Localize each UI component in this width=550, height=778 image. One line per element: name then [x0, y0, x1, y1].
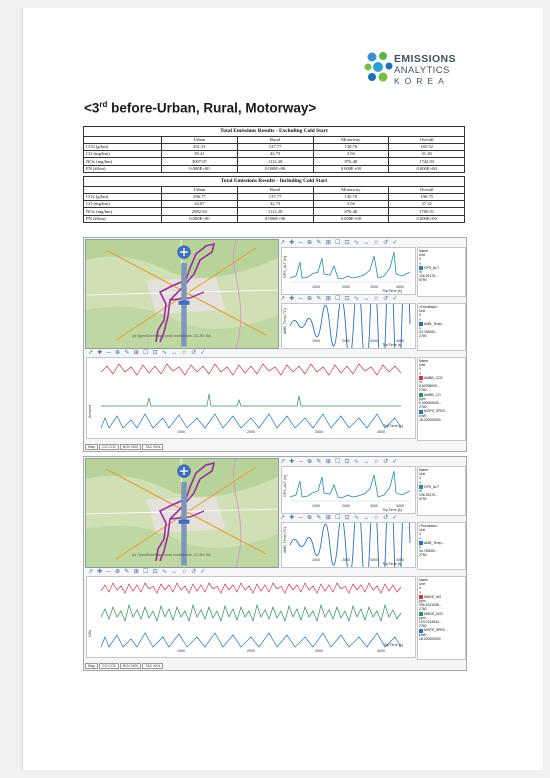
table-cell: 0.000E+00 — [237, 215, 313, 222]
legend-line: Unit — [419, 363, 426, 368]
row-label: CO2 (g/km) — [84, 143, 162, 150]
row-label: NOx (mg/km) — [84, 158, 162, 165]
row-label: PN (#/km) — [84, 215, 162, 222]
legend-line: Unit — [419, 582, 426, 587]
sheet-tabs — [85, 444, 164, 450]
legend-line: NMGS_NO — [424, 594, 442, 599]
table-cell: 42.73 — [237, 201, 313, 208]
tab-tac-nox[interactable]: TAC NOx — [142, 663, 163, 669]
table-title: Total Emissions Results - Including Cold Start — [84, 177, 465, 187]
legend-line: 2760 — [419, 607, 427, 612]
plot-toolbar[interactable]: ↗ ✚ ─ ⊕ ✎ ⊞ ☐ ⊡ ∿ ↔ ☆ ↺ ✓ — [88, 350, 207, 356]
x-axis-label: TripTime [s] — [382, 508, 402, 512]
legend-line: ppm — [419, 615, 426, 620]
table-cell: 165.52 — [389, 143, 465, 150]
table-cell: 130.70 — [313, 143, 389, 150]
legend-line: C — [419, 326, 422, 331]
x-tick: 2000 — [247, 430, 255, 434]
table-cell: 34.07 — [162, 201, 238, 208]
nox-legend — [417, 576, 466, 660]
table-cell: 137.77 — [237, 143, 313, 150]
column-header: Rural — [237, 136, 313, 143]
legend-line: 106.25175... — [419, 274, 438, 279]
legend-line: 2760 — [419, 624, 427, 629]
column-header: Urban — [162, 186, 238, 193]
legend-line: Unit — [419, 309, 426, 314]
table-cell: 196.75 — [389, 193, 465, 200]
tab-map[interactable]: Map — [85, 663, 98, 669]
x-axis-label: TripTime [s] — [383, 643, 403, 647]
legend-line: Y — [419, 261, 422, 266]
column-header: Overall — [389, 136, 465, 143]
legend-line: X — [419, 313, 422, 318]
table-cell: 876.48 — [313, 158, 389, 165]
x-tick: 2000 — [342, 285, 350, 289]
column-header: Motorway — [313, 136, 389, 143]
table-cell: 0.000E+00 — [162, 165, 238, 172]
heading-superscript: rd — [99, 100, 108, 109]
table-cell: 1112.28 — [237, 208, 313, 215]
x-tick: 2000 — [247, 649, 255, 653]
legend-line: AMBB_CO — [424, 392, 441, 397]
table-row — [84, 208, 465, 215]
x-axis-label: TripTime [s] — [382, 289, 402, 293]
legend-line: Y — [419, 590, 422, 595]
emissions-plot — [86, 357, 416, 439]
row-label: NOx (mg/km) — [84, 208, 162, 215]
legend-line: 18.220000000 — [419, 417, 441, 422]
table-cell: 137.77 — [237, 193, 313, 200]
x-tick: 4000 — [377, 430, 385, 434]
plot-toolbar[interactable]: ↗ ✚ ─ ⊕ ✎ ⊞ ☐ ⊡ ∿ ↔ ☆ ↺ ✓ — [280, 296, 399, 302]
temperature-legend — [417, 522, 466, 570]
table-cell: 0.000E+00 — [162, 215, 238, 222]
analysis-screenshot-2 — [83, 456, 467, 671]
legend-line: X — [419, 476, 422, 481]
x-tick: 1000 — [177, 649, 185, 653]
x-tick: 4000 — [396, 339, 404, 343]
table-cell: 130.70 — [313, 193, 389, 200]
x-tick: 3000 — [370, 339, 378, 343]
y-axis-label: AMB_Temp [°C] — [283, 308, 287, 334]
x-tick: 3000 — [370, 558, 378, 562]
table-row — [84, 193, 465, 200]
table-cell: 261.51 — [162, 143, 238, 150]
emissions-traces — [87, 358, 415, 438]
legend-line: m — [419, 270, 422, 275]
tab-map[interactable]: Map — [85, 444, 98, 450]
column-header: Motorway — [313, 186, 389, 193]
plot-toolbar[interactable]: ↗ ✚ ─ ⊕ ✎ ⊞ ☐ ⊡ ∿ ↔ ☆ ↺ ✓ — [280, 515, 399, 521]
table-cell: 0.000E+00 — [389, 165, 465, 172]
y-axis-label: GPS_ALT [m] — [283, 475, 287, 497]
nox-traces — [87, 577, 415, 657]
legend-line: 2760 — [419, 388, 427, 393]
logo-line-1: EMISSIONS — [394, 53, 456, 65]
legend-line: 2760 — [419, 553, 427, 558]
table-cell: 37.32 — [389, 201, 465, 208]
x-tick: 1000 — [312, 504, 320, 508]
legend-line: Name — [419, 249, 429, 253]
y-axis-label: NOx — [88, 629, 92, 637]
plot-toolbar[interactable]: ↗ ✚ ─ ⊕ ✎ ⊞ ☐ ⊡ ∿ ↔ ☆ ↺ ✓ — [280, 459, 399, 465]
emissions-table-excluding — [83, 126, 465, 173]
table-cell: 876.48 — [313, 208, 389, 215]
heading-prefix: <3 — [84, 100, 100, 116]
table-cell: 3.56 — [313, 201, 389, 208]
table-cell: 1112.28 — [237, 158, 313, 165]
x-tick: 2000 — [342, 558, 350, 562]
x-tick: 4000 — [377, 649, 385, 653]
legend-line: % — [419, 380, 423, 385]
table-row — [84, 165, 465, 172]
table-cell: 31.30 — [389, 151, 465, 158]
x-tick: 4000 — [396, 504, 404, 508]
x-tick: 2000 — [342, 504, 350, 508]
table-cell: 0.000E+00 — [313, 165, 389, 172]
legend-line: AMBB_CO2 — [424, 375, 443, 380]
table-row — [84, 143, 465, 150]
legend-line: AMB_Temp... — [424, 321, 445, 326]
x-axis-label: TripTime [s] — [382, 562, 402, 566]
y-axis-label: Ambient — [88, 404, 92, 418]
legend-line: NMGS_NO2 — [424, 611, 444, 616]
x-tick: 3000 — [315, 649, 323, 653]
plot-toolbar[interactable]: ↗ ✚ ─ ⊕ ✎ ⊞ ☐ ⊡ ∿ ↔ ☆ ↺ ✓ — [88, 569, 207, 575]
emissions-table-including — [83, 176, 465, 223]
legend-line: X — [419, 532, 422, 537]
route-map[interactable] — [85, 239, 279, 349]
plot-toolbar[interactable]: ↗ ✚ ─ ⊕ ✎ ⊞ ☐ ⊡ ∿ ↔ ☆ ↺ ✓ — [280, 240, 399, 246]
table-row — [84, 158, 465, 165]
legend-line: ppm — [419, 396, 426, 401]
route-map[interactable] — [85, 458, 279, 568]
legend-line: Y — [419, 536, 422, 541]
row-label: CO2 (g/km) — [84, 193, 162, 200]
legend-line: Name — [419, 578, 429, 582]
legend-line: GPS_ALT — [424, 265, 440, 270]
table-cell: 1700.01 — [389, 208, 465, 215]
legend-line: Y — [419, 371, 422, 376]
emissions-legend — [417, 357, 466, 441]
tab-nox-no2[interactable]: NOx NO2 — [120, 444, 142, 450]
table-cell: 3.56 — [313, 151, 389, 158]
x-tick: 3000 — [370, 285, 378, 289]
table-cell: 3007.07 — [162, 158, 238, 165]
x-tick: 2000 — [342, 339, 350, 343]
legend-line: MGPS_SPEE... — [424, 628, 448, 633]
legend-line: Name — [419, 359, 429, 363]
x-tick: 4000 — [396, 285, 404, 289]
temperature-legend — [417, 303, 466, 351]
series-swatch — [419, 629, 423, 633]
table-cell: 296.77 — [162, 193, 238, 200]
altitude-legend — [417, 466, 466, 516]
legend-line: Unit — [419, 528, 426, 533]
tab-tac-nox[interactable]: TAC NOx — [142, 444, 163, 450]
legend-line: Name — [419, 468, 429, 472]
legend-line: 0.000000000... — [419, 401, 442, 406]
legend-line: X — [419, 367, 422, 372]
table-cell: 1742.03 — [389, 158, 465, 165]
column-header: Urban — [162, 136, 238, 143]
table-row — [84, 201, 465, 208]
temperature-plot — [281, 303, 416, 349]
legend-line: Y — [419, 317, 422, 322]
table-cell: 0.000E+00 — [313, 215, 389, 222]
legend-line: <Feedback> — [419, 524, 438, 528]
legend-line: AMB_Temp... — [424, 540, 445, 545]
table-cell: 39.41 — [162, 151, 238, 158]
legend-line: 34.783000... — [419, 330, 438, 335]
sheet-tabs — [85, 663, 164, 669]
analysis-screenshot-1 — [83, 237, 467, 452]
column-header: Rural — [237, 186, 313, 193]
table-row — [84, 151, 465, 158]
y-axis-label: AMB_Temp [°C] — [283, 527, 287, 553]
legend-line: C — [419, 545, 422, 550]
legend-line: 2760 — [419, 334, 427, 339]
x-tick: 1000 — [177, 430, 185, 434]
temperature-plot — [281, 522, 416, 568]
nox-plot — [86, 576, 416, 658]
logo-line-2: ANALYTICS — [394, 65, 450, 76]
legend-line: 8.62298009... — [419, 384, 440, 389]
legend-line: 106.25175... — [419, 493, 438, 498]
legend-line: X — [419, 257, 422, 262]
column-header: Overall — [389, 186, 465, 193]
legend-line: 306.4231938... — [419, 603, 442, 608]
tab-nox-no2[interactable]: NOx NO2 — [120, 663, 142, 669]
legend-line: X — [419, 586, 422, 591]
legend-line: Unit — [419, 253, 426, 258]
map-copyright: (c) OpenStreetMap (and) contributors, CC-BY-SA — [132, 334, 211, 338]
table-cell: 0.000E+00 — [389, 215, 465, 222]
x-tick: 4000 — [396, 558, 404, 562]
x-axis-label: TripTime [s] — [382, 343, 402, 347]
logo-line-3: KOREA — [394, 76, 449, 86]
legend-line: <Feedback> — [419, 305, 438, 309]
row-label: CO (mg/km) — [84, 201, 162, 208]
table-cell: 2882.94 — [162, 208, 238, 215]
tab-co-co2[interactable]: CO CO2 — [99, 663, 119, 669]
legend-line: km/h — [419, 413, 427, 418]
x-tick: 3000 — [370, 504, 378, 508]
row-label: CO (mg/km) — [84, 151, 162, 158]
altitude-plot — [281, 247, 416, 295]
tab-co-co2[interactable]: CO CO2 — [99, 444, 119, 450]
legend-line: 123.0133534... — [419, 620, 442, 625]
x-tick: 1000 — [312, 285, 320, 289]
section-heading — [84, 100, 316, 116]
legend-line: m — [419, 489, 422, 494]
legend-line: Unit — [419, 472, 426, 477]
row-label: PN (#/km) — [84, 165, 162, 172]
x-tick: 1000 — [312, 339, 320, 343]
table-cell: 42.73 — [237, 151, 313, 158]
logo-dots-icon — [362, 50, 396, 84]
altitude-legend — [417, 247, 466, 297]
series-swatch — [419, 410, 423, 414]
empty-cell — [84, 186, 162, 193]
heading-rest: before-Urban, Rural, Motorway> — [107, 100, 317, 116]
table-cell: 0.000E+00 — [237, 165, 313, 172]
x-tick: 3000 — [315, 430, 323, 434]
map-copyright: (c) OpenStreetMap (and) contributors, CC-BY-SA — [132, 553, 211, 557]
empty-cell — [84, 136, 162, 143]
x-axis-label: TripTime [s] — [383, 424, 403, 428]
emissions-analytics-logo — [362, 50, 472, 86]
legend-line: 5790 — [419, 497, 427, 502]
table-title: Total Emissions Results - Excluding Cold Start — [84, 127, 465, 137]
legend-line: MGPS_SPEE... — [424, 409, 448, 414]
legend-line: 2760 — [419, 405, 427, 410]
table-row — [84, 215, 465, 222]
altitude-plot — [281, 466, 416, 514]
legend-line: GPS_ALT — [424, 484, 440, 489]
legend-line: ppm — [419, 599, 426, 604]
legend-line: 18.220000000 — [419, 636, 441, 641]
legend-line: Y — [419, 480, 422, 485]
legend-line: 34.783000... — [419, 549, 438, 554]
legend-line: km/h — [419, 632, 427, 637]
y-axis-label: GPS_ALT [m] — [283, 256, 287, 278]
legend-line: 5790 — [419, 278, 427, 283]
x-tick: 1000 — [312, 558, 320, 562]
